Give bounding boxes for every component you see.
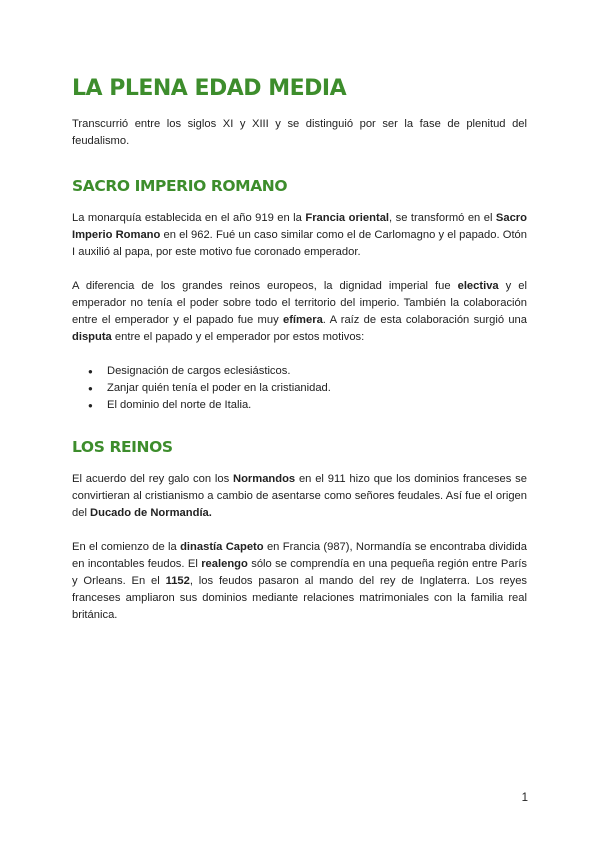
intro-paragraph: Transcurrió entre los siglos XI y XIII y se distinguió por ser la fase de plenitud del feudalismo. <box>72 118 527 147</box>
motives-list <box>72 363 527 414</box>
bold-term: realengo <box>201 558 248 570</box>
bold-term: Francia oriental <box>305 212 390 224</box>
section-heading-sacro-imperio: SACRO IMPERIO ROMANO <box>72 177 288 195</box>
bold-term: efímera <box>282 314 323 326</box>
los-reinos-paragraph-2: En el comienzo de la dinastía Capeto en Francia (987), Normandía se encontraba dividida en incontables feudos. El realengo sólo se comprendía en una pequeña región entre París y Orleans. En el 1152, los feudos pasaron al mando del rey de Inglaterra. Los reyes franceses ampliaron sus dominios mediante relaciones matrimoniales con la familia real británica. <box>72 541 528 621</box>
page-number: 1 <box>521 792 528 804</box>
bold-term: electiva <box>457 280 499 292</box>
section-heading-los-reinos: LOS REINOS <box>72 438 173 456</box>
page-title: LA PLENA EDAD MEDIA <box>72 76 347 101</box>
sacro-imperio-paragraph-1: La monarquía establecida en el año 919 en la Francia oriental, se transformó en el Sacro Imperio Romano en el 962. Fué un caso similar como el de Carlomagno y el papado. Otón I auxilió al papa, por este motivo fue coronado emperador. <box>72 212 528 258</box>
bold-term: disputa <box>72 331 112 343</box>
los-reinos-paragraph-1: El acuerdo del rey galo con los Normandos en el 911 hizo que los dominios franceses se convirtieran al cristianismo a cambio de asentarse como señores feudales. Así fue el origen del Ducado de Normandía. <box>72 473 527 519</box>
bold-term: Ducado de Normandía. <box>90 507 212 519</box>
list-item: ● El dominio del norte de Italia. <box>107 397 527 414</box>
bold-term: Normandos <box>232 473 296 485</box>
bold-term: dinastía Capeto <box>180 541 264 553</box>
list-item: ● Designación de cargos eclesiásticos. <box>107 363 527 380</box>
bold-term: Sacro Imperio Romano <box>72 212 527 241</box>
list-item: ● Zanjar quién tenía el poder en la cristianidad. <box>107 380 527 397</box>
bold-term: 1152 <box>165 575 190 587</box>
document-page <box>72 76 527 624</box>
sacro-imperio-paragraph-2: A diferencia de los grandes reinos europeos, la dignidad imperial fue electiva y el emperador no tenía el poder sobre todo el territorio del imperio. También la colaboración entre el emperador y el papado fue muy efímera. A raíz de esta colaboración surgió una disputa entre el papado y el emperador por estos motivos: <box>72 280 528 343</box>
